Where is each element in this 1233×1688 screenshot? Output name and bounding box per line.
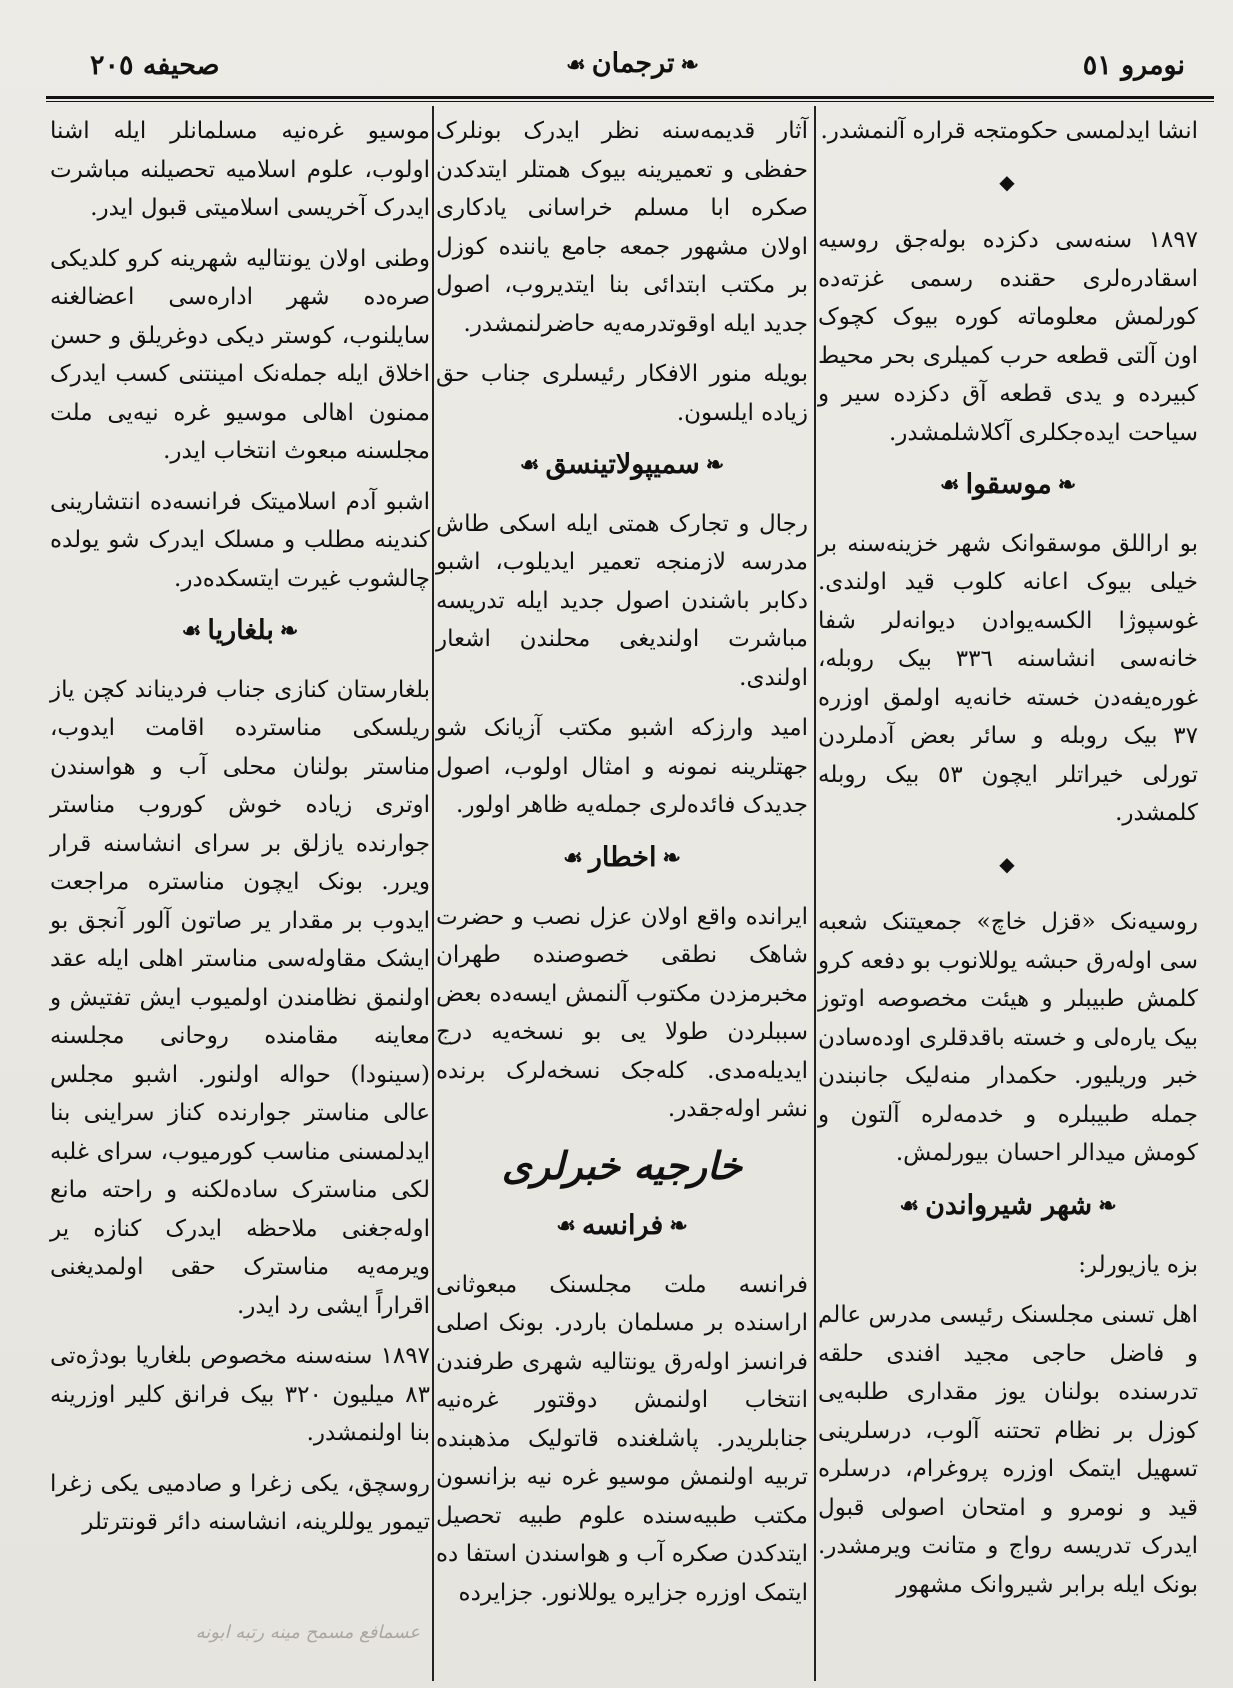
section-title-text: شهر شیرواندن: [925, 1189, 1093, 1221]
ornament-icon: ❧: [279, 618, 299, 645]
article-paragraph: ١٨٩٧ سنه‌سنه مخصوص بلغاریا بودژه‌تی ٨٣ میلیون ٣٢٠ بیک فرانق کلیر اوزرینه بنا اولنمشدر.: [50, 1343, 430, 1447]
section-title-ikhtar: [436, 839, 808, 878]
section-title-text: اخطار: [588, 841, 657, 873]
ornament-icon: ❧: [705, 452, 725, 479]
ornament-icon: ☙: [556, 1213, 576, 1240]
page-number: صحیفه ٢٠٥: [90, 50, 220, 81]
ornament-icon: ❧: [680, 51, 699, 78]
ornament-icon: ☙: [519, 452, 540, 479]
faded-handwritten-note: عسمافع مسمح مینه رتبه ابونه: [195, 1622, 420, 1643]
article-paragraph: اشبو آدم اسلامیتک فرانسه‌ده انتشارینی کندینه مطلب و مسلک ایدرک شو یولده چالشوب غیرت ایتسکده‌در.: [50, 488, 430, 592]
ornament-icon: ❧: [669, 1213, 688, 1240]
ornament-icon: ☙: [566, 51, 586, 78]
header-rule-thin: [46, 101, 1214, 102]
section-title-text: فرانسه: [581, 1210, 664, 1241]
article-paragraph: رجال و تجارک همتی ایله اسکی طاش مدرسه لازمنجه تعمیر ایدیلوب، اشبو دکابر باشندن اصول جدید ایله تدریسه مباشرت اولندیغی محلندن اشعار اولندی.: [436, 510, 808, 691]
ornament-icon: ❧: [1057, 472, 1077, 499]
column-separator: [814, 106, 816, 1681]
section-title-bulgaria: [50, 612, 430, 651]
article-paragraph: آثار قدیمه‌سنه نظر ایدرک بونلرک حفظی و تعمیرینه بیوک همتلر ایتدکدن صکره ابا مسلم خراسانی یادکاری اولان مشهور جمعه جامع یاننده کوزل بر مکتب ابتدائی بنا ایتدیروب، اصول جدید ایله اوقوتدرمه‌یه حاضرلنمشدر.: [436, 118, 808, 337]
ornament-icon: ❧: [662, 845, 681, 871]
section-title-text: بلغاریا: [207, 615, 274, 646]
masthead-title: ترجمان: [591, 48, 675, 79]
article-paragraph: بویله منور الافکار رئیسلری جناب حق زیاده ایلسون.: [436, 361, 808, 426]
section-title-text: موسقوا: [965, 469, 1052, 500]
article-paragraph: فرانسه ملت مجلسنک مبعوثانی اراسنده بر مسلمان باردر. بونک اصلی فرانسز اوله‌رق یونتالیه شهری طرفندن انتخاب اولنمش دوقتور غره‌نیه جنابلریدر. پاشلغنده قاتولیک مذهبنده تربیه اولنمش موسیو غره نیه بزانسون مکتب طبیه‌سنده علوم طبیه تحصیل ایتدکدن صکره آب و هواسندن استفا ده ایتمک اوزره جزایره یوللانور. جزایرده: [436, 1271, 808, 1606]
page-header: [70, 40, 1195, 90]
section-title-shirvan: [818, 1187, 1198, 1226]
issue-number: نومرو ٥١: [1082, 50, 1185, 81]
diamond-divider: ◆: [999, 851, 1017, 876]
article-paragraph: اهل تسنی مجلسنک رئیسی مدرس عالم و فاضل حاجی مجید افندی حلقه تدرسنده بولنان یوز مقداری طلبه‌یی کوزل بر نظام تحتنه آلوب، درسلرینی تسهیل ایتمک اوزره پروغرام، درسلره قید و نومرو و امتحان اصولی قبول ایدرک تدریسه رواج و متانت ویرمشدر. بونک ایله برابر شیروانک مشهور: [818, 1302, 1198, 1598]
column-separator: [432, 106, 434, 1681]
masthead-title-group: [560, 48, 705, 79]
article-paragraph: وطنی اولان یونتالیه شهرینه کرو کلدیکی صره‌ده شهر اداره‌سی اعضالغنه سایلنوب، کوستر دیکی دوغریلق و حسن اخلاق ایله جمله‌نک امینتنی کسب ایدرک ممنون اهالی موسیو غره نیه‌یی ملت مجلسنه مبعوث انتخاب ایدر.: [50, 245, 430, 464]
ornament-icon: ☙: [939, 472, 960, 499]
column-left: [50, 112, 430, 1554]
column-middle: [436, 112, 808, 1624]
ornament-icon: ❧: [1098, 1193, 1117, 1219]
column-right: [818, 112, 1198, 1616]
article-paragraph: ایرانده واقع اولان عزل نصب و حضرت شاهک نطقی خصوصنده طهران مخبرمزدن مکتوب آلنمش ایسه‌ده بعض سببلردن طولا یی بو نسخه‌یه درج ایدیله‌مدی. کله‌جک نسخه‌لرک برنده نشر اوله‌جقدر.: [436, 903, 808, 1122]
section-title-moscow: [818, 466, 1198, 505]
article-paragraph: انشا ایدلمسی حکومتجه قراره آلنمشدر.: [820, 118, 1198, 144]
header-rule-thick: [46, 96, 1214, 99]
section-title-text: سمیپولاتینسق: [545, 449, 700, 480]
article-paragraph: روسچق، یکی زغرا و صادمیی یکی زغرا تیمور یوللرینه، انشاسنه دائر قونترتلر: [50, 1470, 430, 1536]
article-paragraph: امید وارزکه اشبو مکتب آزیانک شو جهتلرینه نمونه و امثال اولوب، اصول جدیدک فائده‌لری جمله‌یه ظاهر اولور.: [436, 715, 808, 819]
ornament-icon: ☙: [899, 1193, 920, 1219]
article-paragraph: موسیو غره‌نیه مسلمانلر ایله اشنا اولوب، علوم اسلامیه تحصیلنه مباشرت ایدرک آخریسی اسلامیتی قبول ایدر.: [50, 118, 430, 221]
section-title-sempalatinsk: [436, 446, 808, 485]
section-title-france: [436, 1207, 808, 1246]
article-paragraph: بلغارستان کنازی جناب فردیناند کچن یاز ریلسکی مناسترده اقامت ایدوب، مناستر بولنان محلی آب و هواسندن اوتری زیاده خوش کوروب مناستر جوارنده یازلق بر سرای انشاسنه قرار ویرر. بونک ایچون مناستره مراجعت ایدوب بر مقدار یر صاتون آلور آنجق بو ایشک مقاوله‌سی مناستر اهلی ایله عقد اولنمق نظامندن اولمیوب ایش تفتیش و معاینه مقامنده روحانی مجلسنه (سینودا) حواله اولنور. اشبو مجلس عالی مناستر جوارنده کناز سراینی بنا ایدلمسنی مناسب کورمیوب، سرای غلبه لکی مناسترک ساده‌لکنه و راحته مانع اوله‌جغنی ملاحظه ایدرک کنازه یر ویرمه‌یه مناسترک حقی اولمدیغنی اقراراً ایشی رد ایدر.: [50, 676, 430, 1319]
article-paragraph: ١٨٩٧ سنه‌سی دکزده بوله‌جق روسیه اسقادره‌لری حقنده رسمی غزته‌ده کورلمش معلوماته کوره بیوک کچوک اون آلتی قطعه حرب کمیلری بحر محیط کبیرده و یدی قطعه آق دکزده سیر و سیاحت ایده‌جکلری آکلاشلمشدر.: [818, 227, 1198, 446]
article-paragraph: روسیه‌نک «قزل خاچ» جمعیتنک شعبه سی اوله‌رق حبشه یوللانوب بو دفعه کرو کلمش طبیبلر و هیئت مخصوصه اوتوز بیک یاره‌لی و خسته باقدقلری اوده‌سادن خبر وریلیور. حکمدار منه‌لیک جانبندن جمله طبیبلره و خدمه‌لره آلتون و کومش میدالر احسان بیورلمش.: [818, 909, 1198, 1167]
foreign-news-heading: خارجیه خبرلری: [501, 1142, 743, 1188]
article-paragraph: بو اراللق موسقوانک شهر خزینه‌سنه بر خیلی بیوک اعانه کلوب قید اولندی. غوسپوژا الکسه‌یوادن دیوانه‌لر شفا خانه‌سی انشاسنه ٣٣٦ بیک روبله، غوره‌یفه‌دن خسته خانه‌یه اولمق اوزره ٣٧ بیک روبله و سائر بعض آدملردن تورلی خیراتلر ایچون ٥٣ بیک روبله کلمشدر.: [818, 530, 1198, 827]
diamond-divider: ◆: [999, 169, 1017, 194]
ornament-icon: ☙: [181, 618, 202, 645]
ornament-icon: ☙: [563, 845, 583, 871]
article-paragraph: بزه یازیورلر:: [1078, 1251, 1198, 1278]
